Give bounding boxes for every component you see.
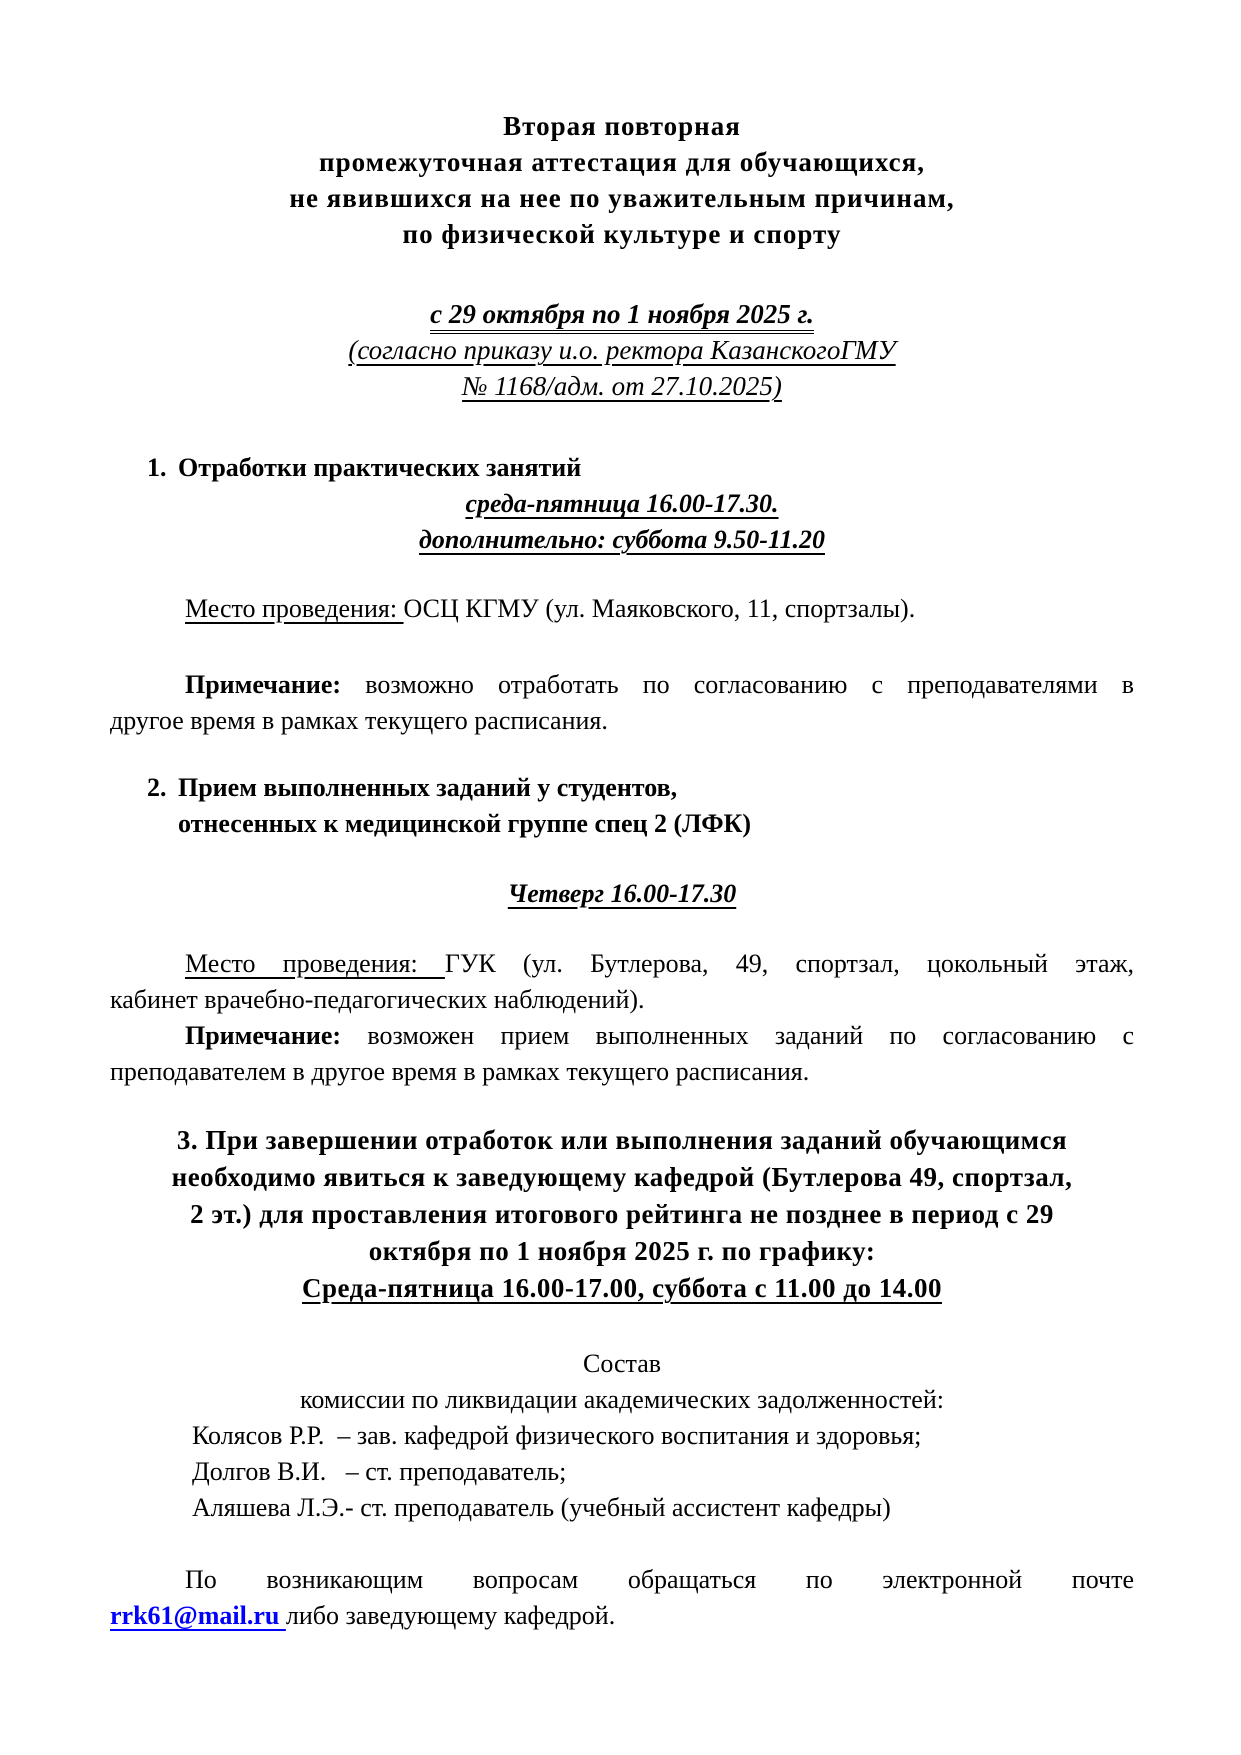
commission [110, 1346, 1134, 1526]
section-2 [110, 770, 1134, 842]
title-line-4: по физической культуре и спорту [402, 219, 842, 249]
attestation-period-text: с 29 октября по 1 ноября 2025 г. [430, 299, 814, 334]
venue-label: Место проведения: [185, 949, 445, 978]
order-reference-line-1: (согласно приказу и.о. ректора КазанскогоГМУ [348, 335, 896, 365]
section-2-title-line-1: Прием выполненных заданий у студентов, [178, 773, 678, 802]
period-block [110, 296, 1134, 404]
section-2-heading-line-2: отнесенных к медицинской группе спец 2 (ЛФК) [178, 809, 752, 838]
section-3-line-1: 3. При завершении отработок или выполнения заданий обучающимся [176, 1125, 1068, 1155]
commission-member: Долгов В.И. – ст. преподаватель; [192, 1457, 567, 1486]
section-1-note-line-2: другое время в рамках текущего расписания. [110, 706, 608, 735]
section-2-venue [110, 946, 1134, 1090]
contact-line-2-rest: либо заведующему кафедрой. [285, 1601, 616, 1630]
email-link[interactable]: rrk61@mail.ru [110, 1601, 286, 1630]
order-reference-line-2: № 1168/адм. от 27.10.2025) [462, 371, 782, 401]
section-1-number: 1. [147, 453, 167, 482]
section-3-schedule: Среда-пятница 16.00-17.00, суббота с 11.00 до 14.00 [302, 1273, 942, 1303]
section-3-line-4: октября по 1 ноября 2025 г. по графику: [368, 1236, 876, 1266]
commission-member: Аляшева Л.Э.- ст. преподаватель (учебный ассистент кафедры) [192, 1493, 891, 1522]
section-1 [110, 450, 1134, 558]
note-label: Примечание: [185, 1021, 342, 1050]
contact-paragraph [110, 1562, 1134, 1634]
section-1-schedule-line-2: дополнительно: суббота 9.50-11.20 [419, 525, 825, 554]
section-2-note-line-1: Примечание: возможен прием выполненных заданий по согласованию с [185, 1021, 1135, 1050]
section-1-note [110, 667, 1134, 739]
commission-member: Колясов Р.Р. – зав. кафедрой физического воспитания и здоровья; [192, 1421, 922, 1450]
section-1-note-line-1: Примечание: возможно отработать по согласованию с преподавателями в [185, 670, 1135, 699]
section-1-heading [110, 450, 1134, 486]
section-3-line-2: необходимо явиться к заведующему кафедрой (Бутлерова 49, спортзал, [171, 1162, 1073, 1192]
section-2-note-line-2: преподавателем в другое время в рамках текущего расписания. [110, 1057, 810, 1086]
title-line-3: не явившихся на нее по уважительным причинам, [289, 183, 955, 213]
section-3 [110, 1122, 1134, 1307]
venue-text: ОСЦ КГМУ (ул. Маяковского, 11, спортзалы). [403, 594, 916, 623]
section-2-venue-line-1: Место проведения: ГУК (ул. Бутлерова, 49, спортзал, цокольный этаж, [185, 949, 1134, 978]
section-1-venue [110, 591, 1134, 627]
document-title [110, 108, 1134, 252]
note-label: Примечание: [185, 670, 342, 699]
title-line-2: промежуточная аттестация для обучающихся, [319, 147, 925, 177]
section-1-schedule-line-1: среда-пятница 16.00-17.30. [465, 489, 779, 518]
section-2-schedule: Четверг 16.00-17.30 [507, 879, 737, 908]
contact-line-1: По возникающим вопросам обращаться по электронной почте [185, 1565, 1134, 1594]
venue-label: Место проведения: [185, 594, 404, 623]
title-line-1: Вторая повторная [503, 111, 741, 141]
section-2-venue-line-2: кабинет врачебно-педагогических наблюдений). [110, 985, 645, 1014]
section-2-number: 2. [147, 773, 167, 802]
attestation-period [110, 296, 1134, 332]
section-3-line-3: 2 эт.) для проставления итогового рейтинга не позднее в период с 29 [190, 1199, 1054, 1229]
contact-line-2 [110, 1598, 1134, 1634]
section-2-heading-line-1 [110, 770, 1134, 806]
commission-heading-line-1: Состав [582, 1349, 662, 1378]
commission-heading-line-2: комиссии по ликвидации академических задолженностей: [300, 1385, 944, 1414]
section-1-title: Отработки практических занятий [178, 453, 582, 482]
